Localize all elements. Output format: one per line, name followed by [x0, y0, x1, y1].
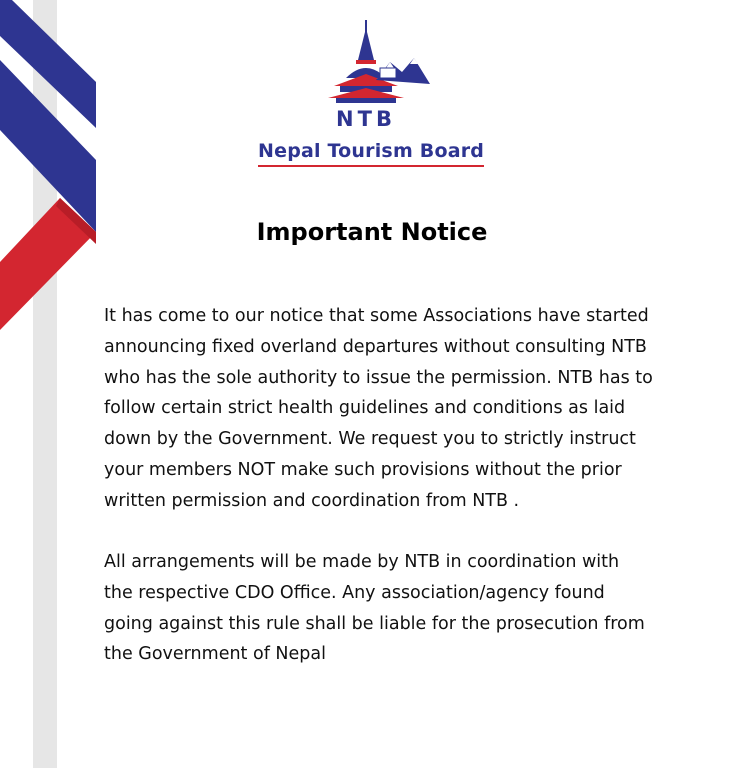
paragraph-2-line: the Government of Nepal: [104, 644, 326, 665]
paragraph-1-line: who has the sole authority to issue the permission. NTB has to: [104, 367, 653, 388]
notice-title: Important Notice: [256, 218, 488, 246]
paragraph-2-line: going against this rule shall be liable for the prosecution from: [104, 613, 645, 634]
paragraph-1-line: It has come to our notice that some Associations have started: [104, 306, 649, 326]
organization-underline: [258, 165, 484, 167]
organization-name: Nepal Tourism Board: [258, 140, 485, 162]
paragraph-1-line: written permission and coordination from NTB .: [104, 490, 520, 511]
paragraph-1-line: announcing fixed overland departures without consulting NTB: [104, 336, 647, 357]
notice-paragraph-1: [104, 301, 664, 517]
paragraph-2-line: All arrangements will be made by NTB in coordination with: [104, 552, 620, 572]
paragraph-1-line: follow certain strict health guidelines and conditions as laid: [104, 398, 626, 419]
paragraph-1-line: down by the Government. We request you to strictly instruct: [104, 429, 636, 450]
notice-paragraph-2: [104, 547, 664, 670]
paragraph-1-line: your members NOT make such provisions without the prior: [104, 459, 622, 480]
ntb-logo: [318, 18, 438, 130]
logo-text: NTB: [336, 107, 396, 130]
paragraph-2-line: the respective CDO Office. Any association/agency found: [104, 582, 605, 603]
decorative-ribbon: [0, 0, 120, 768]
